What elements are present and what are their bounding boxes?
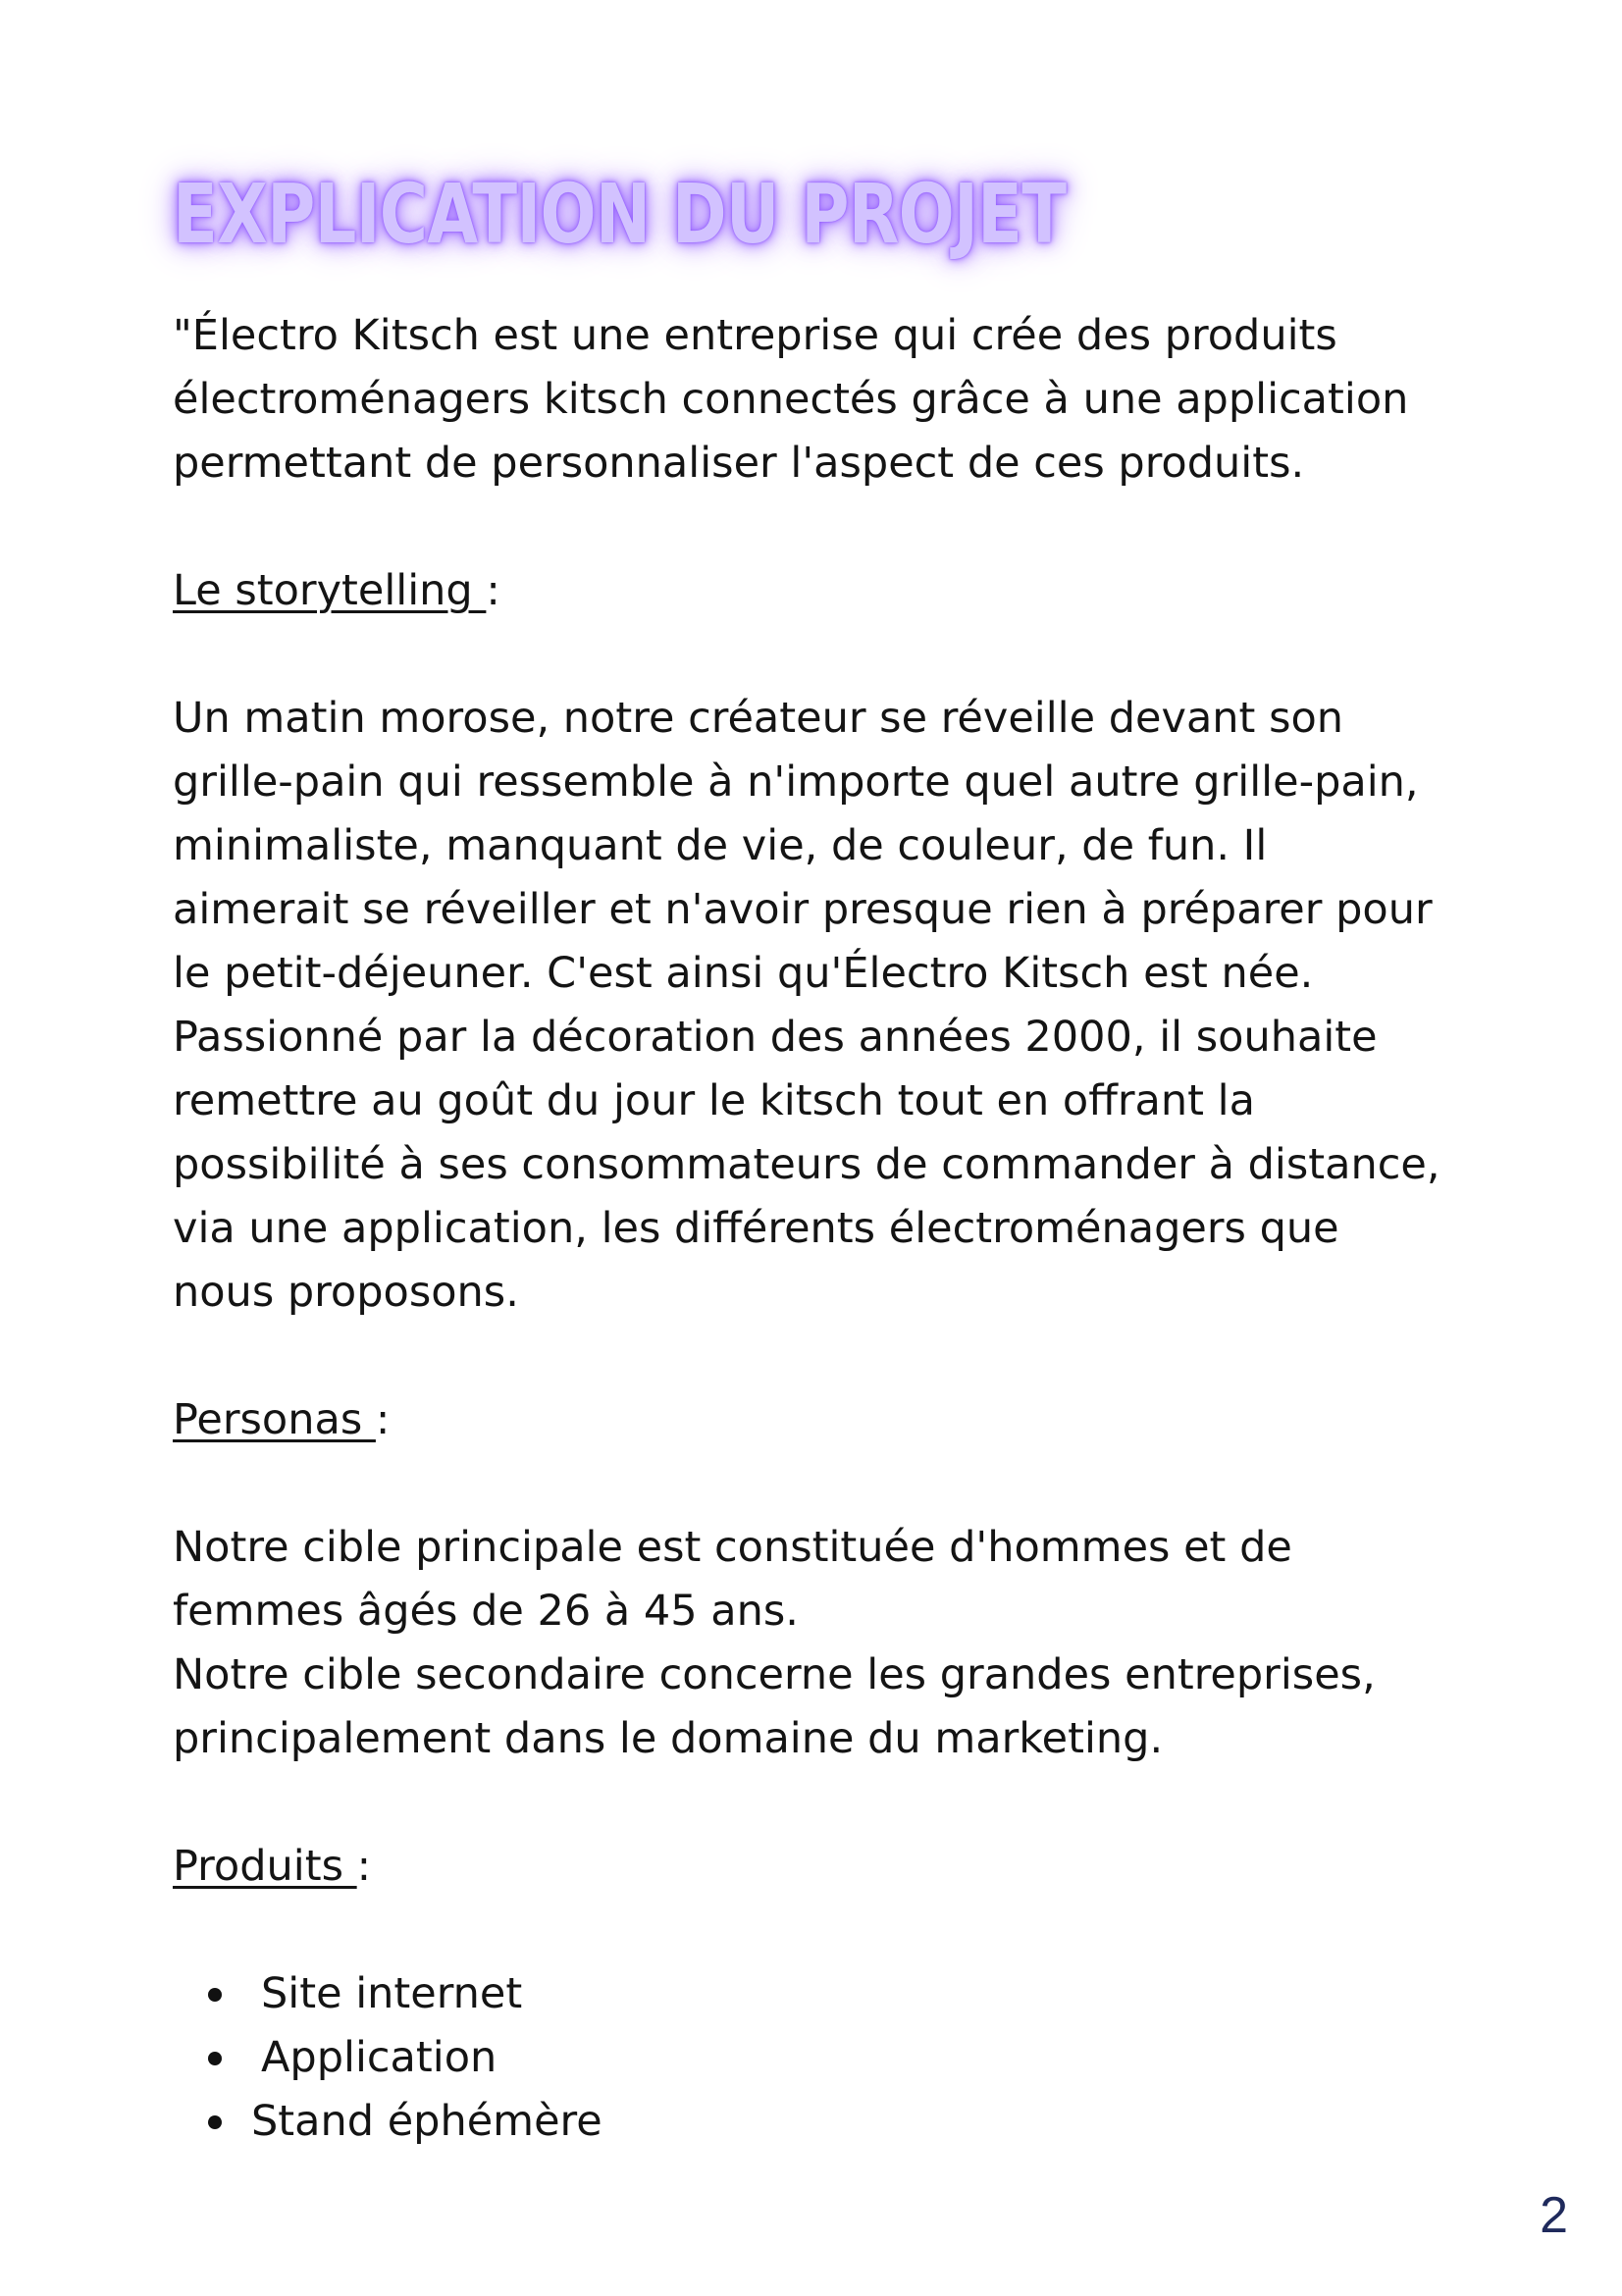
- personas-line: principalement dans le domaine du marketing.: [173, 1714, 1164, 1763]
- storytelling-line: grille-pain qui ressemble à n'importe quel autre grille-pain,: [173, 757, 1419, 807]
- list-item-label: Stand éphémère: [251, 2097, 602, 2146]
- personas-paragraph: [173, 1516, 1488, 1771]
- intro-line: "Électro Kitsch est une entreprise qui crée des produits: [173, 311, 1337, 360]
- personas-line: Notre cible principale est constituée d'hommes et de: [173, 1523, 1292, 1572]
- storytelling-paragraph: [173, 687, 1488, 1325]
- personas-heading: Personas :: [173, 1395, 391, 1444]
- storytelling-line: aimerait se réveiller et n'avoir presque rien à préparer pour: [173, 885, 1433, 934]
- list-item: [173, 2090, 1488, 2154]
- page-number: 2: [1540, 2187, 1568, 2244]
- produits-list: [173, 1962, 1488, 2154]
- intro-line: électroménagers kitsch connectés grâce à une application: [173, 375, 1409, 424]
- storytelling-line: Passionné par la décoration des années 2000, il souhaite: [173, 1013, 1378, 1062]
- personas-line: Notre cible secondaire concerne les grandes entreprises,: [173, 1650, 1376, 1699]
- personas-heading-text: Personas: [173, 1395, 376, 1444]
- bullet-icon: [208, 2052, 222, 2065]
- storytelling-line: minimaliste, manquant de vie, de couleur, de fun. Il: [173, 821, 1268, 870]
- list-item-label: Application: [261, 2033, 497, 2082]
- storytelling-line: possibilité à ses consommateurs de commander à distance,: [173, 1140, 1440, 1189]
- storytelling-line: nous proposons.: [173, 1268, 519, 1317]
- storytelling-heading-text: Le storytelling: [173, 566, 487, 615]
- page-title: EXPLICATION DU PROJET: [173, 166, 1067, 262]
- produits-heading-text: Produits: [173, 1842, 357, 1891]
- storytelling-heading: Le storytelling :: [173, 566, 500, 615]
- personas-line: femmes âgés de 26 à 45 ans.: [173, 1587, 799, 1636]
- bullet-icon: [208, 1988, 222, 2002]
- list-item: [173, 1962, 1488, 2026]
- storytelling-line: via une application, les différents électroménagers que: [173, 1204, 1339, 1253]
- storytelling-line: le petit-déjeuner. C'est ainsi qu'Électro Kitsch est née.: [173, 949, 1314, 998]
- bullet-icon: [208, 2115, 222, 2129]
- document-body: [173, 304, 1488, 2154]
- storytelling-line: remettre au goût du jour le kitsch tout en offrant la: [173, 1076, 1255, 1125]
- storytelling-line: Un matin morose, notre créateur se réveille devant son: [173, 694, 1344, 743]
- list-item-label: Site internet: [261, 1969, 523, 2018]
- intro-line: permettant de personnaliser l'aspect de ces produits.: [173, 439, 1305, 488]
- produits-heading: Produits :: [173, 1842, 372, 1891]
- intro-paragraph: [173, 304, 1488, 496]
- list-item: [173, 2026, 1488, 2090]
